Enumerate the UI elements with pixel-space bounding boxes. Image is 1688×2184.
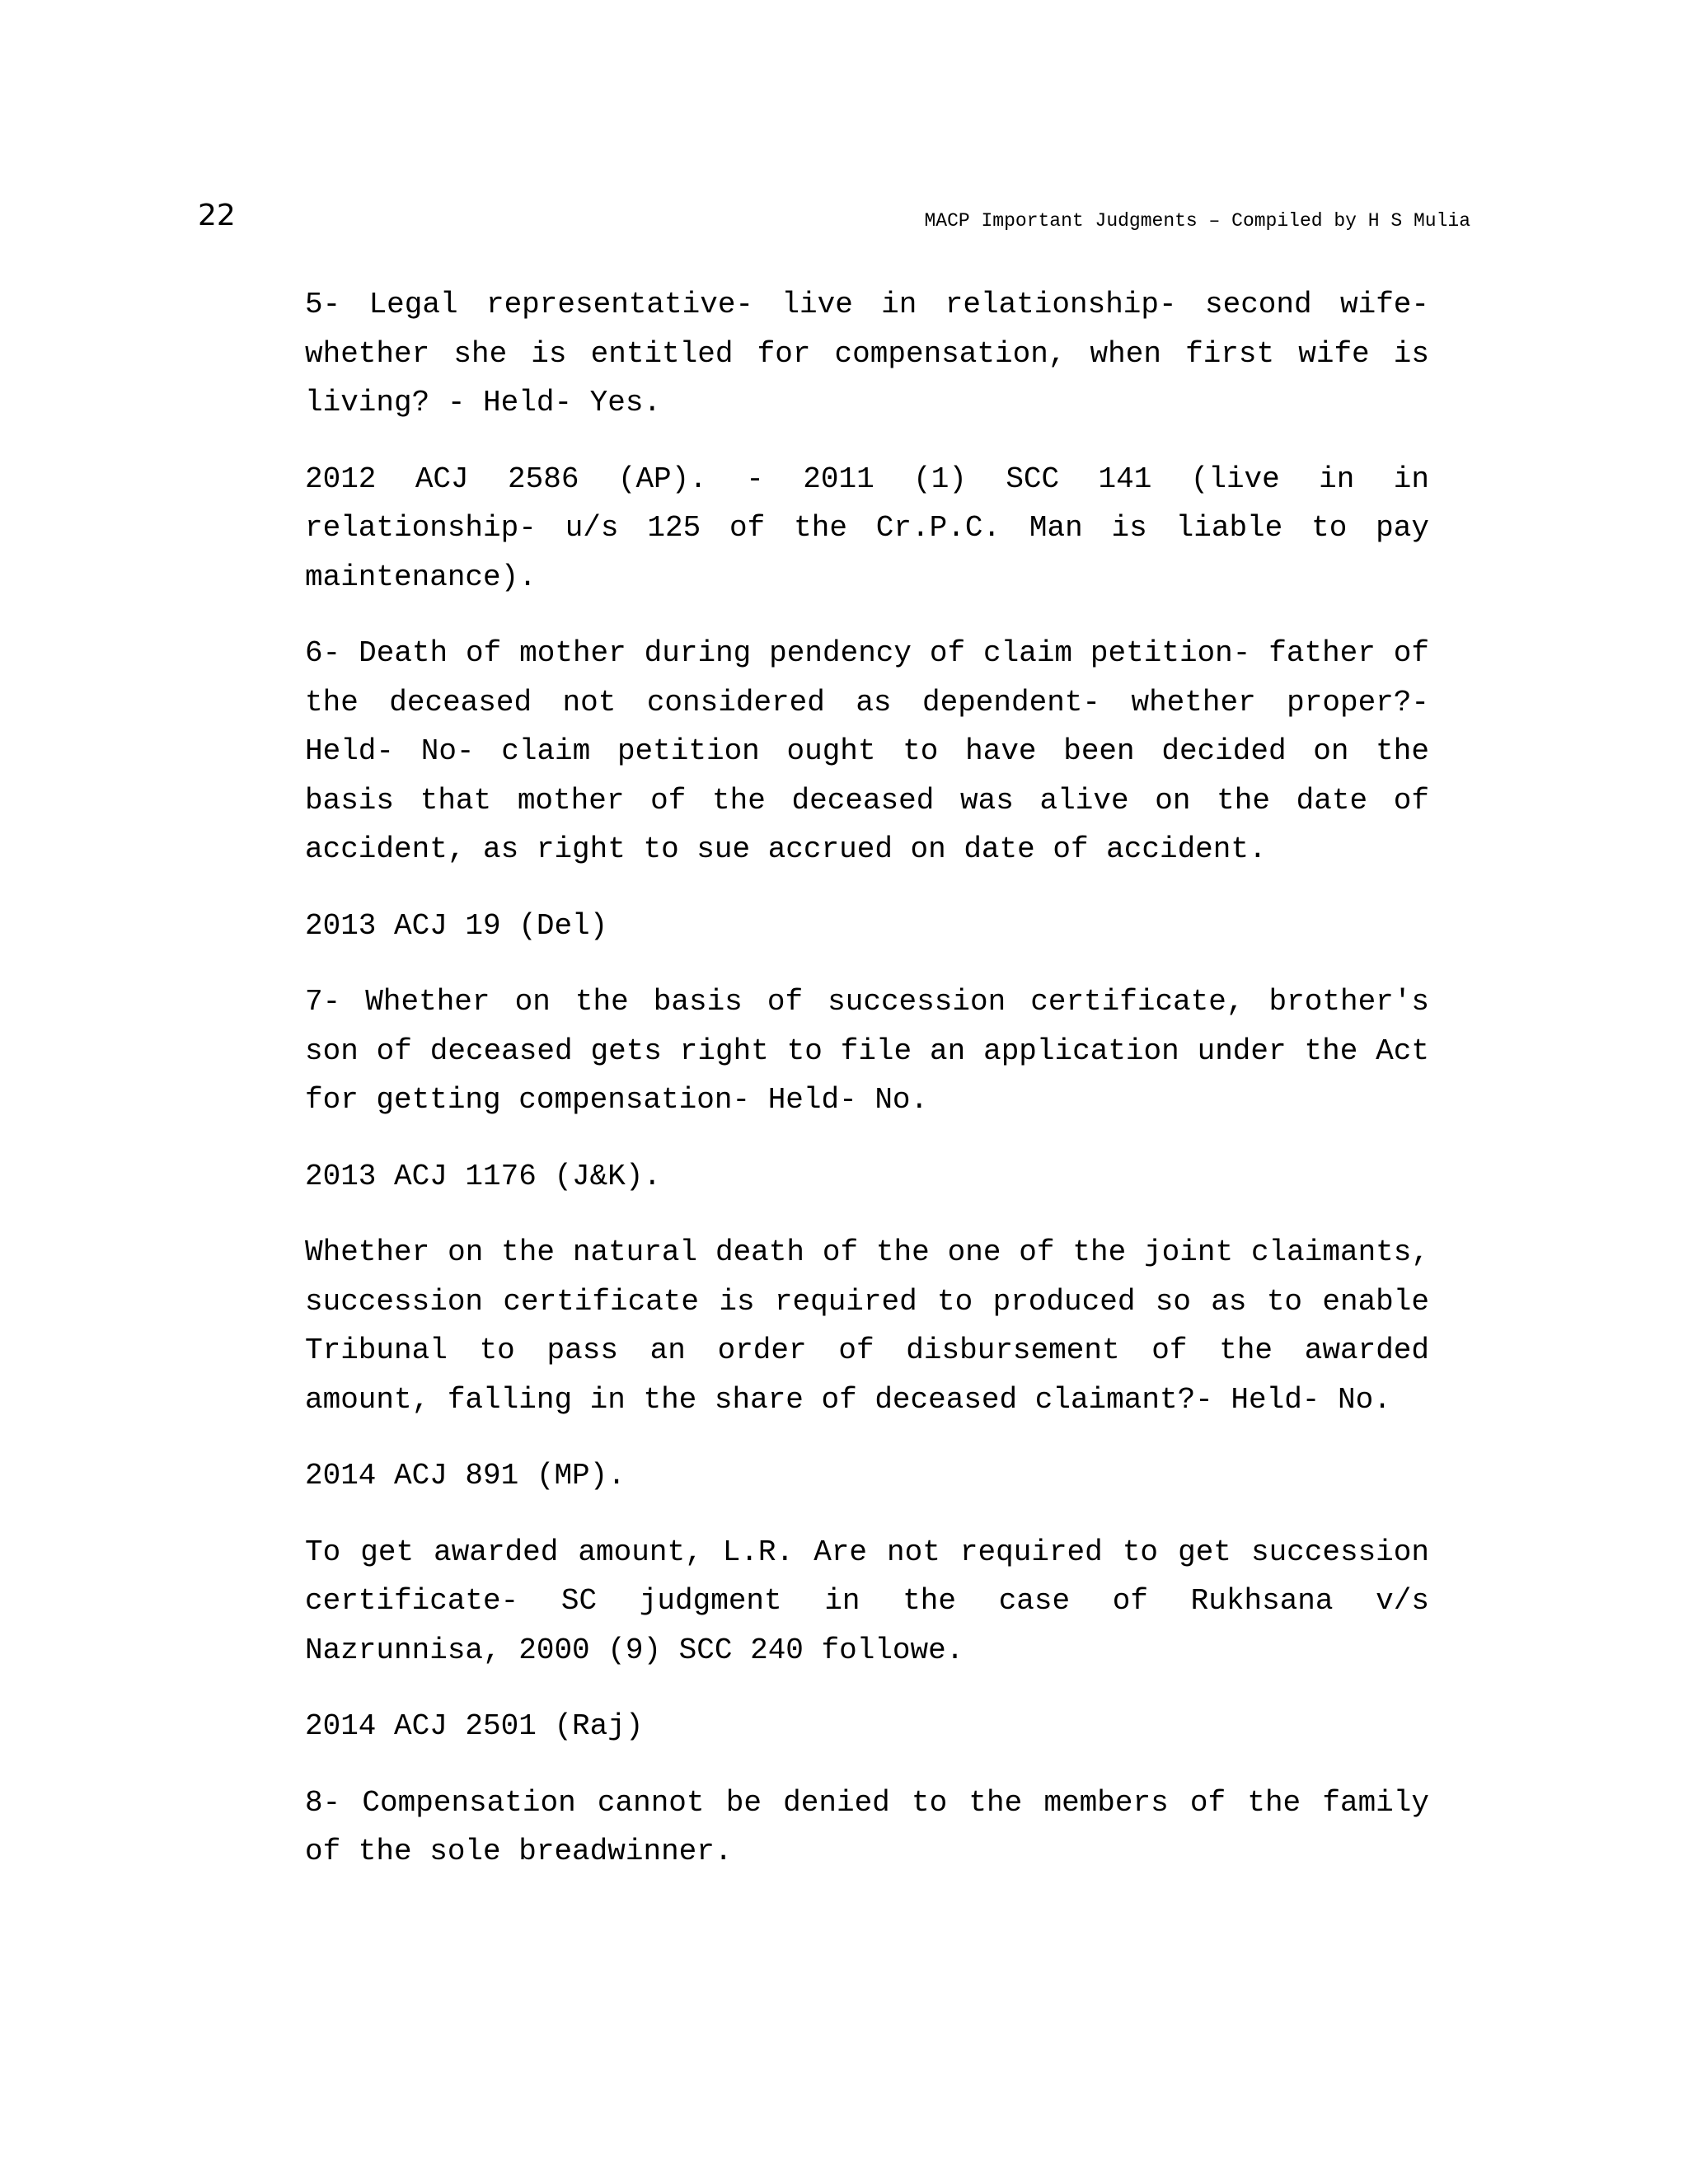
citation-2014-acj-891: 2014 ACJ 891 (MP). xyxy=(305,1459,626,1493)
paragraph-sole-breadwinner: 8- Compensation cannot be denied to the members of the family of the sole breadwinner. xyxy=(305,1785,1429,1868)
citation-2012-acj-2586: 2012 ACJ 2586 (AP). - 2011 (1) SCC 141 (live in in relationship- u/s 125 of the Cr.P.C. Man is liable to pay maintenance). xyxy=(305,462,1429,594)
paragraph-death-of-mother: 6- Death of mother during pendency of claim petition- father of the deceased not considered as dependent- whether proper?- Held- No- claim petition ought to have been decided on the basis that mother of the deceased was alive on the date of accident, as right to sue accrued on date of accident. xyxy=(305,636,1429,866)
running-header: MACP Important Judgments – Compiled by H S Mulia xyxy=(924,210,1470,232)
paragraph-succession-certificate-brothers-son: 7- Whether on the basis of succession certificate, brother's son of deceased gets right to file an application under the Act for getting compensation- Held- No. xyxy=(305,985,1429,1117)
paragraph-natural-death-joint-claimant: Whether on the natural death of the one of the joint claimants, succession certificate is required to produced so as to enable Tribunal to pass an order of disbursement of the awarded amount, falling in the share of deceased claimant?- Held- No. xyxy=(305,1235,1429,1417)
document-body xyxy=(305,280,1429,1904)
citation-2013-acj-19: 2013 ACJ 19 (Del) xyxy=(305,908,608,943)
citation-2013-acj-1176: 2013 ACJ 1176 (J&K). xyxy=(305,1159,662,1193)
citation-2014-acj-2501: 2014 ACJ 2501 (Raj) xyxy=(305,1709,644,1743)
paragraph-awarded-amount-lr: To get awarded amount, L.R. Are not required to get succession certificate- SC judgment in the case of Rukhsana v/s Nazrunnisa, 2000 (9) SCC 240 followe. xyxy=(305,1535,1429,1667)
page-number: 22 xyxy=(198,199,236,232)
paragraph-legal-representative: 5- Legal representative- live in relationship- second wife- whether she is entitled for compensation, when first wife is living? - Held- Yes. xyxy=(305,288,1429,419)
